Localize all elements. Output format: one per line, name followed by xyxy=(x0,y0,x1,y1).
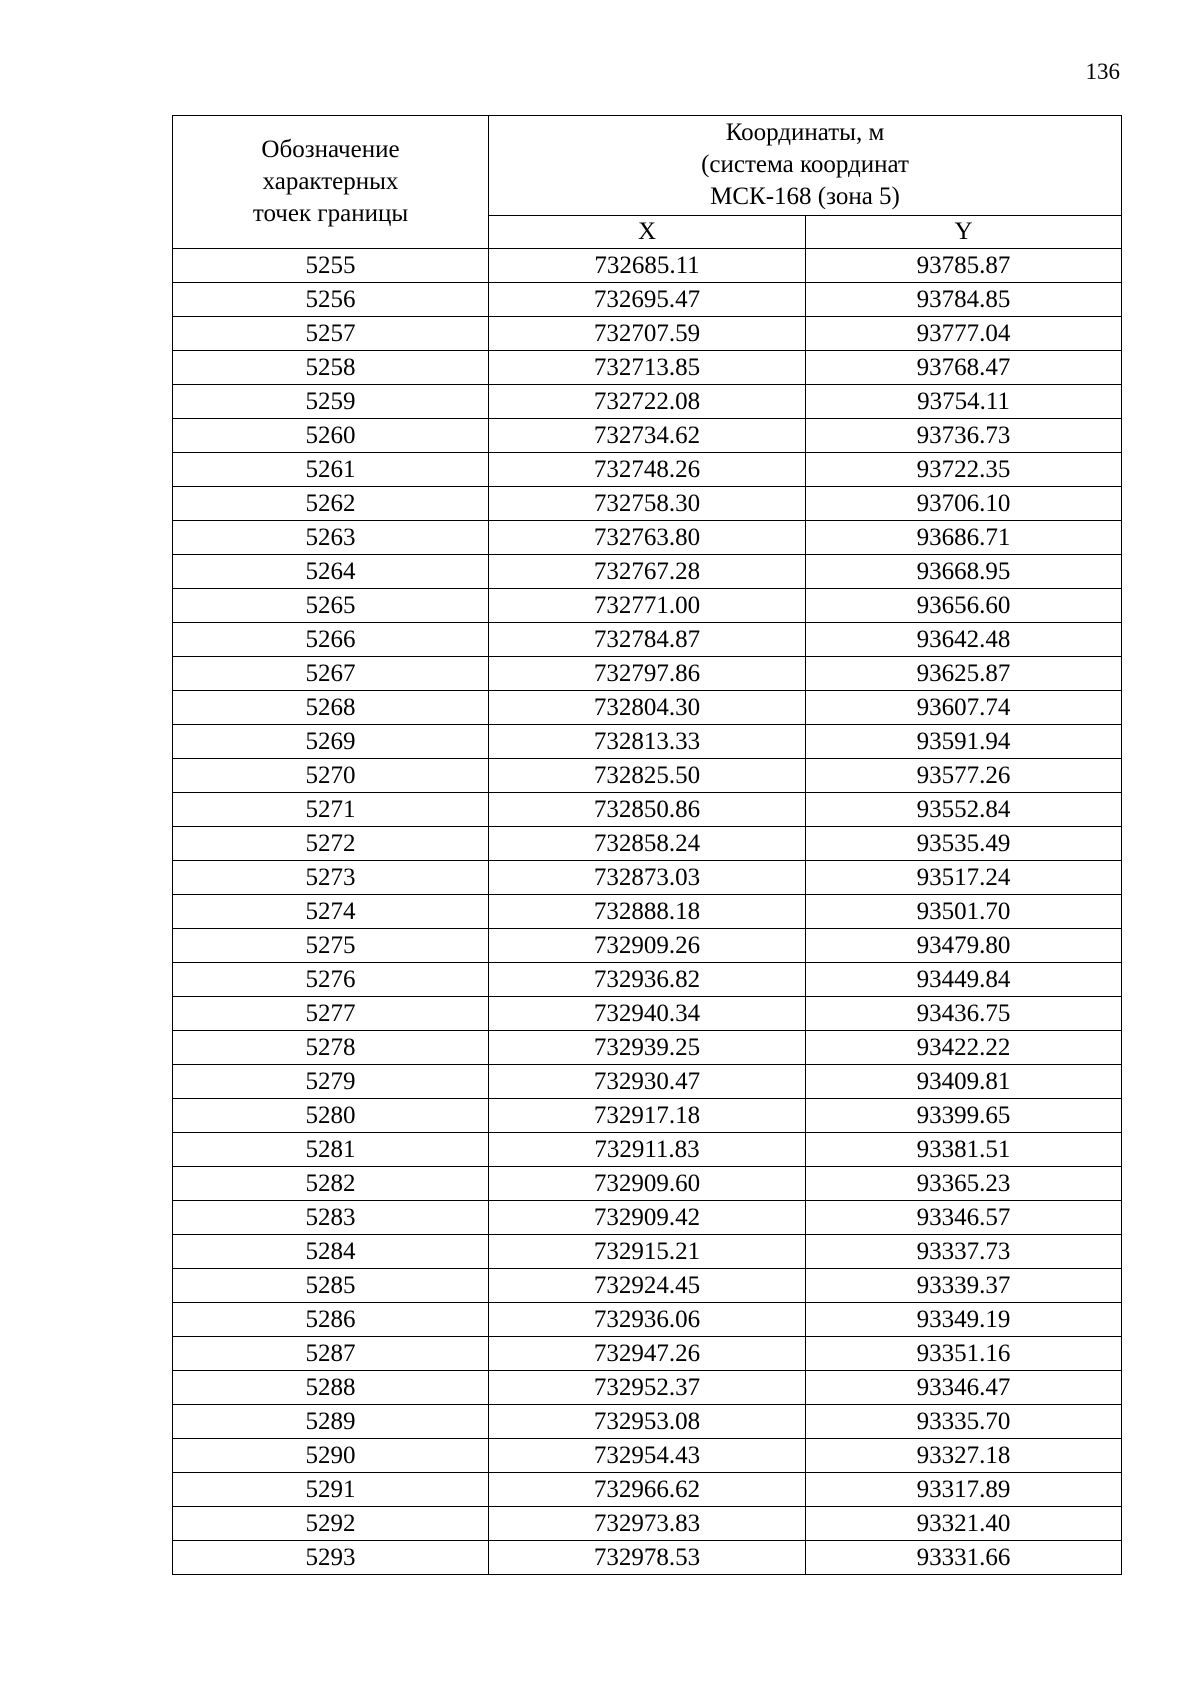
x-coordinate-cell: 732947.26 xyxy=(489,1337,806,1371)
y-coordinate-cell: 93335.70 xyxy=(806,1405,1122,1439)
point-cell: 5274 xyxy=(173,895,489,929)
point-cell: 5255 xyxy=(173,249,489,283)
point-cell: 5285 xyxy=(173,1269,489,1303)
table-row xyxy=(173,1235,1122,1269)
point-cell: 5273 xyxy=(173,861,489,895)
point-cell: 5293 xyxy=(173,1541,489,1575)
x-coordinate-cell: 732924.45 xyxy=(489,1269,806,1303)
x-coordinate-cell: 732763.80 xyxy=(489,521,806,555)
y-coordinate-cell: 93686.71 xyxy=(806,521,1122,555)
point-cell: 5271 xyxy=(173,793,489,827)
point-cell: 5282 xyxy=(173,1167,489,1201)
y-coordinate-cell: 93625.87 xyxy=(806,657,1122,691)
point-cell: 5286 xyxy=(173,1303,489,1337)
table-row xyxy=(173,555,1122,589)
y-coordinate-cell: 93591.94 xyxy=(806,725,1122,759)
x-coordinate-cell: 732748.26 xyxy=(489,453,806,487)
x-coordinate-cell: 732707.59 xyxy=(489,317,806,351)
y-coordinate-cell: 93422.22 xyxy=(806,1031,1122,1065)
x-coordinate-cell: 732858.24 xyxy=(489,827,806,861)
table-row xyxy=(173,1405,1122,1439)
x-coordinate-cell: 732873.03 xyxy=(489,861,806,895)
x-coordinate-cell: 732936.82 xyxy=(489,963,806,997)
y-coordinate-cell: 93754.11 xyxy=(806,385,1122,419)
y-coordinate-cell: 93365.23 xyxy=(806,1167,1122,1201)
table-row xyxy=(173,793,1122,827)
coordinates-table xyxy=(172,115,1122,1575)
table-row xyxy=(173,997,1122,1031)
y-coordinate-cell: 93722.35 xyxy=(806,453,1122,487)
point-cell: 5265 xyxy=(173,589,489,623)
y-coordinate-cell: 93346.47 xyxy=(806,1371,1122,1405)
point-cell: 5266 xyxy=(173,623,489,657)
y-coordinate-cell: 93436.75 xyxy=(806,997,1122,1031)
table-row xyxy=(173,725,1122,759)
x-coordinate-cell: 732784.87 xyxy=(489,623,806,657)
coordinates-column-header xyxy=(489,116,1122,216)
point-cell: 5262 xyxy=(173,487,489,521)
table-row xyxy=(173,1439,1122,1473)
y-coordinate-cell: 93501.70 xyxy=(806,895,1122,929)
x-coordinate-cell: 732917.18 xyxy=(489,1099,806,1133)
page-number: 136 xyxy=(1085,59,1120,84)
table-row xyxy=(173,249,1122,283)
x-coordinate-cell: 732888.18 xyxy=(489,895,806,929)
x-coordinate-cell: 732952.37 xyxy=(489,1371,806,1405)
y-coordinate-cell: 93339.37 xyxy=(806,1269,1122,1303)
table-row xyxy=(173,385,1122,419)
point-header-line: характерных xyxy=(262,168,399,195)
x-coordinate-cell: 732813.33 xyxy=(489,725,806,759)
y-coordinate-cell: 93736.73 xyxy=(806,419,1122,453)
y-coordinate-cell: 93552.84 xyxy=(806,793,1122,827)
table-body xyxy=(173,249,1122,1575)
y-coordinate-cell: 93317.89 xyxy=(806,1473,1122,1507)
y-coordinate-cell: 93327.18 xyxy=(806,1439,1122,1473)
point-cell: 5258 xyxy=(173,351,489,385)
table-row xyxy=(173,589,1122,623)
y-coordinate-cell: 93607.74 xyxy=(806,691,1122,725)
x-coordinate-cell: 732909.60 xyxy=(489,1167,806,1201)
point-cell: 5284 xyxy=(173,1235,489,1269)
point-cell: 5267 xyxy=(173,657,489,691)
point-column-header xyxy=(173,116,489,249)
point-cell: 5263 xyxy=(173,521,489,555)
point-cell: 5292 xyxy=(173,1507,489,1541)
table-row xyxy=(173,1201,1122,1235)
point-cell: 5264 xyxy=(173,555,489,589)
point-cell: 5283 xyxy=(173,1201,489,1235)
y-coordinate-cell: 93656.60 xyxy=(806,589,1122,623)
x-coordinate-cell: 732734.62 xyxy=(489,419,806,453)
table-row xyxy=(173,1473,1122,1507)
x-coordinate-cell: 732771.00 xyxy=(489,589,806,623)
x-coordinate-cell: 732850.86 xyxy=(489,793,806,827)
y-coordinate-cell: 93449.84 xyxy=(806,963,1122,997)
y-coordinate-cell: 93706.10 xyxy=(806,487,1122,521)
point-cell: 5270 xyxy=(173,759,489,793)
point-header-line: Обозначение xyxy=(261,136,400,163)
table-row xyxy=(173,1031,1122,1065)
point-cell: 5261 xyxy=(173,453,489,487)
x-coordinate-cell: 732911.83 xyxy=(489,1133,806,1167)
table-row xyxy=(173,929,1122,963)
x-coordinate-cell: 732940.34 xyxy=(489,997,806,1031)
coords-header-line: (система координат xyxy=(701,151,909,179)
x-coordinate-cell: 732909.42 xyxy=(489,1201,806,1235)
table-row xyxy=(173,521,1122,555)
table-row xyxy=(173,1541,1122,1575)
x-coordinate-cell: 732767.28 xyxy=(489,555,806,589)
table-row xyxy=(173,419,1122,453)
y-coordinate-cell: 93517.24 xyxy=(806,861,1122,895)
point-cell: 5280 xyxy=(173,1099,489,1133)
table-row xyxy=(173,283,1122,317)
y-coordinate-cell: 93331.66 xyxy=(806,1541,1122,1575)
table-row xyxy=(173,317,1122,351)
y-coordinate-cell: 93346.57 xyxy=(806,1201,1122,1235)
point-cell: 5276 xyxy=(173,963,489,997)
x-coordinate-cell: 732825.50 xyxy=(489,759,806,793)
table-row xyxy=(173,861,1122,895)
point-cell: 5259 xyxy=(173,385,489,419)
point-cell: 5272 xyxy=(173,827,489,861)
table-row xyxy=(173,657,1122,691)
point-header-line: точек границы xyxy=(252,200,409,227)
y-coordinate-cell: 93784.85 xyxy=(806,283,1122,317)
table-row xyxy=(173,1507,1122,1541)
x-coordinate-cell: 732978.53 xyxy=(489,1541,806,1575)
table-row xyxy=(173,1303,1122,1337)
point-cell: 5290 xyxy=(173,1439,489,1473)
x-coordinate-cell: 732758.30 xyxy=(489,487,806,521)
table-row xyxy=(173,351,1122,385)
table-row xyxy=(173,827,1122,861)
y-coordinate-cell: 93479.80 xyxy=(806,929,1122,963)
x-coordinate-cell: 732930.47 xyxy=(489,1065,806,1099)
table-row xyxy=(173,1269,1122,1303)
table-header xyxy=(173,116,1122,249)
table-row xyxy=(173,1337,1122,1371)
point-cell: 5288 xyxy=(173,1371,489,1405)
table-row xyxy=(173,759,1122,793)
table-row xyxy=(173,1065,1122,1099)
y-coordinate-cell: 93349.19 xyxy=(806,1303,1122,1337)
x-coordinate-cell: 732973.83 xyxy=(489,1507,806,1541)
point-cell: 5256 xyxy=(173,283,489,317)
x-coordinate-cell: 732909.26 xyxy=(489,929,806,963)
point-cell: 5269 xyxy=(173,725,489,759)
x-coordinate-cell: 732954.43 xyxy=(489,1439,806,1473)
table-row xyxy=(173,691,1122,725)
table-row xyxy=(173,623,1122,657)
point-cell: 5275 xyxy=(173,929,489,963)
point-cell: 5260 xyxy=(173,419,489,453)
y-coordinate-cell: 93337.73 xyxy=(806,1235,1122,1269)
x-coordinate-cell: 732722.08 xyxy=(489,385,806,419)
y-coordinate-cell: 93668.95 xyxy=(806,555,1122,589)
y-column-header: Y xyxy=(806,215,1122,248)
point-cell: 5257 xyxy=(173,317,489,351)
x-coordinate-cell: 732915.21 xyxy=(489,1235,806,1269)
table-row xyxy=(173,895,1122,929)
point-cell: 5278 xyxy=(173,1031,489,1065)
x-coordinate-cell: 732685.11 xyxy=(489,249,806,283)
y-coordinate-cell: 93777.04 xyxy=(806,317,1122,351)
coords-header-line: Координаты, м xyxy=(725,119,885,147)
point-cell: 5291 xyxy=(173,1473,489,1507)
x-coordinate-cell: 732695.47 xyxy=(489,283,806,317)
x-coordinate-cell: 732713.85 xyxy=(489,351,806,385)
table-row xyxy=(173,453,1122,487)
y-coordinate-cell: 93785.87 xyxy=(806,249,1122,283)
point-cell: 5268 xyxy=(173,691,489,725)
x-coordinate-cell: 732797.86 xyxy=(489,657,806,691)
y-coordinate-cell: 93409.81 xyxy=(806,1065,1122,1099)
y-coordinate-cell: 93321.40 xyxy=(806,1507,1122,1541)
x-coordinate-cell: 732966.62 xyxy=(489,1473,806,1507)
table-row xyxy=(173,487,1122,521)
y-coordinate-cell: 93399.65 xyxy=(806,1099,1122,1133)
table-row xyxy=(173,1099,1122,1133)
x-column-header: X xyxy=(489,215,806,248)
table-row xyxy=(173,1167,1122,1201)
point-cell: 5279 xyxy=(173,1065,489,1099)
table-row xyxy=(173,1133,1122,1167)
y-coordinate-cell: 93768.47 xyxy=(806,351,1122,385)
y-coordinate-cell: 93577.26 xyxy=(806,759,1122,793)
y-coordinate-cell: 93351.16 xyxy=(806,1337,1122,1371)
table-row xyxy=(173,1371,1122,1405)
table-row xyxy=(173,963,1122,997)
x-coordinate-cell: 732939.25 xyxy=(489,1031,806,1065)
point-cell: 5289 xyxy=(173,1405,489,1439)
x-coordinate-cell: 732936.06 xyxy=(489,1303,806,1337)
point-cell: 5277 xyxy=(173,997,489,1031)
y-coordinate-cell: 93535.49 xyxy=(806,827,1122,861)
y-coordinate-cell: 93642.48 xyxy=(806,623,1122,657)
x-coordinate-cell: 732804.30 xyxy=(489,691,806,725)
x-coordinate-cell: 732953.08 xyxy=(489,1405,806,1439)
y-coordinate-cell: 93381.51 xyxy=(806,1133,1122,1167)
point-cell: 5287 xyxy=(173,1337,489,1371)
point-cell: 5281 xyxy=(173,1133,489,1167)
coords-header-line: МСК-168 (зона 5) xyxy=(710,183,900,211)
